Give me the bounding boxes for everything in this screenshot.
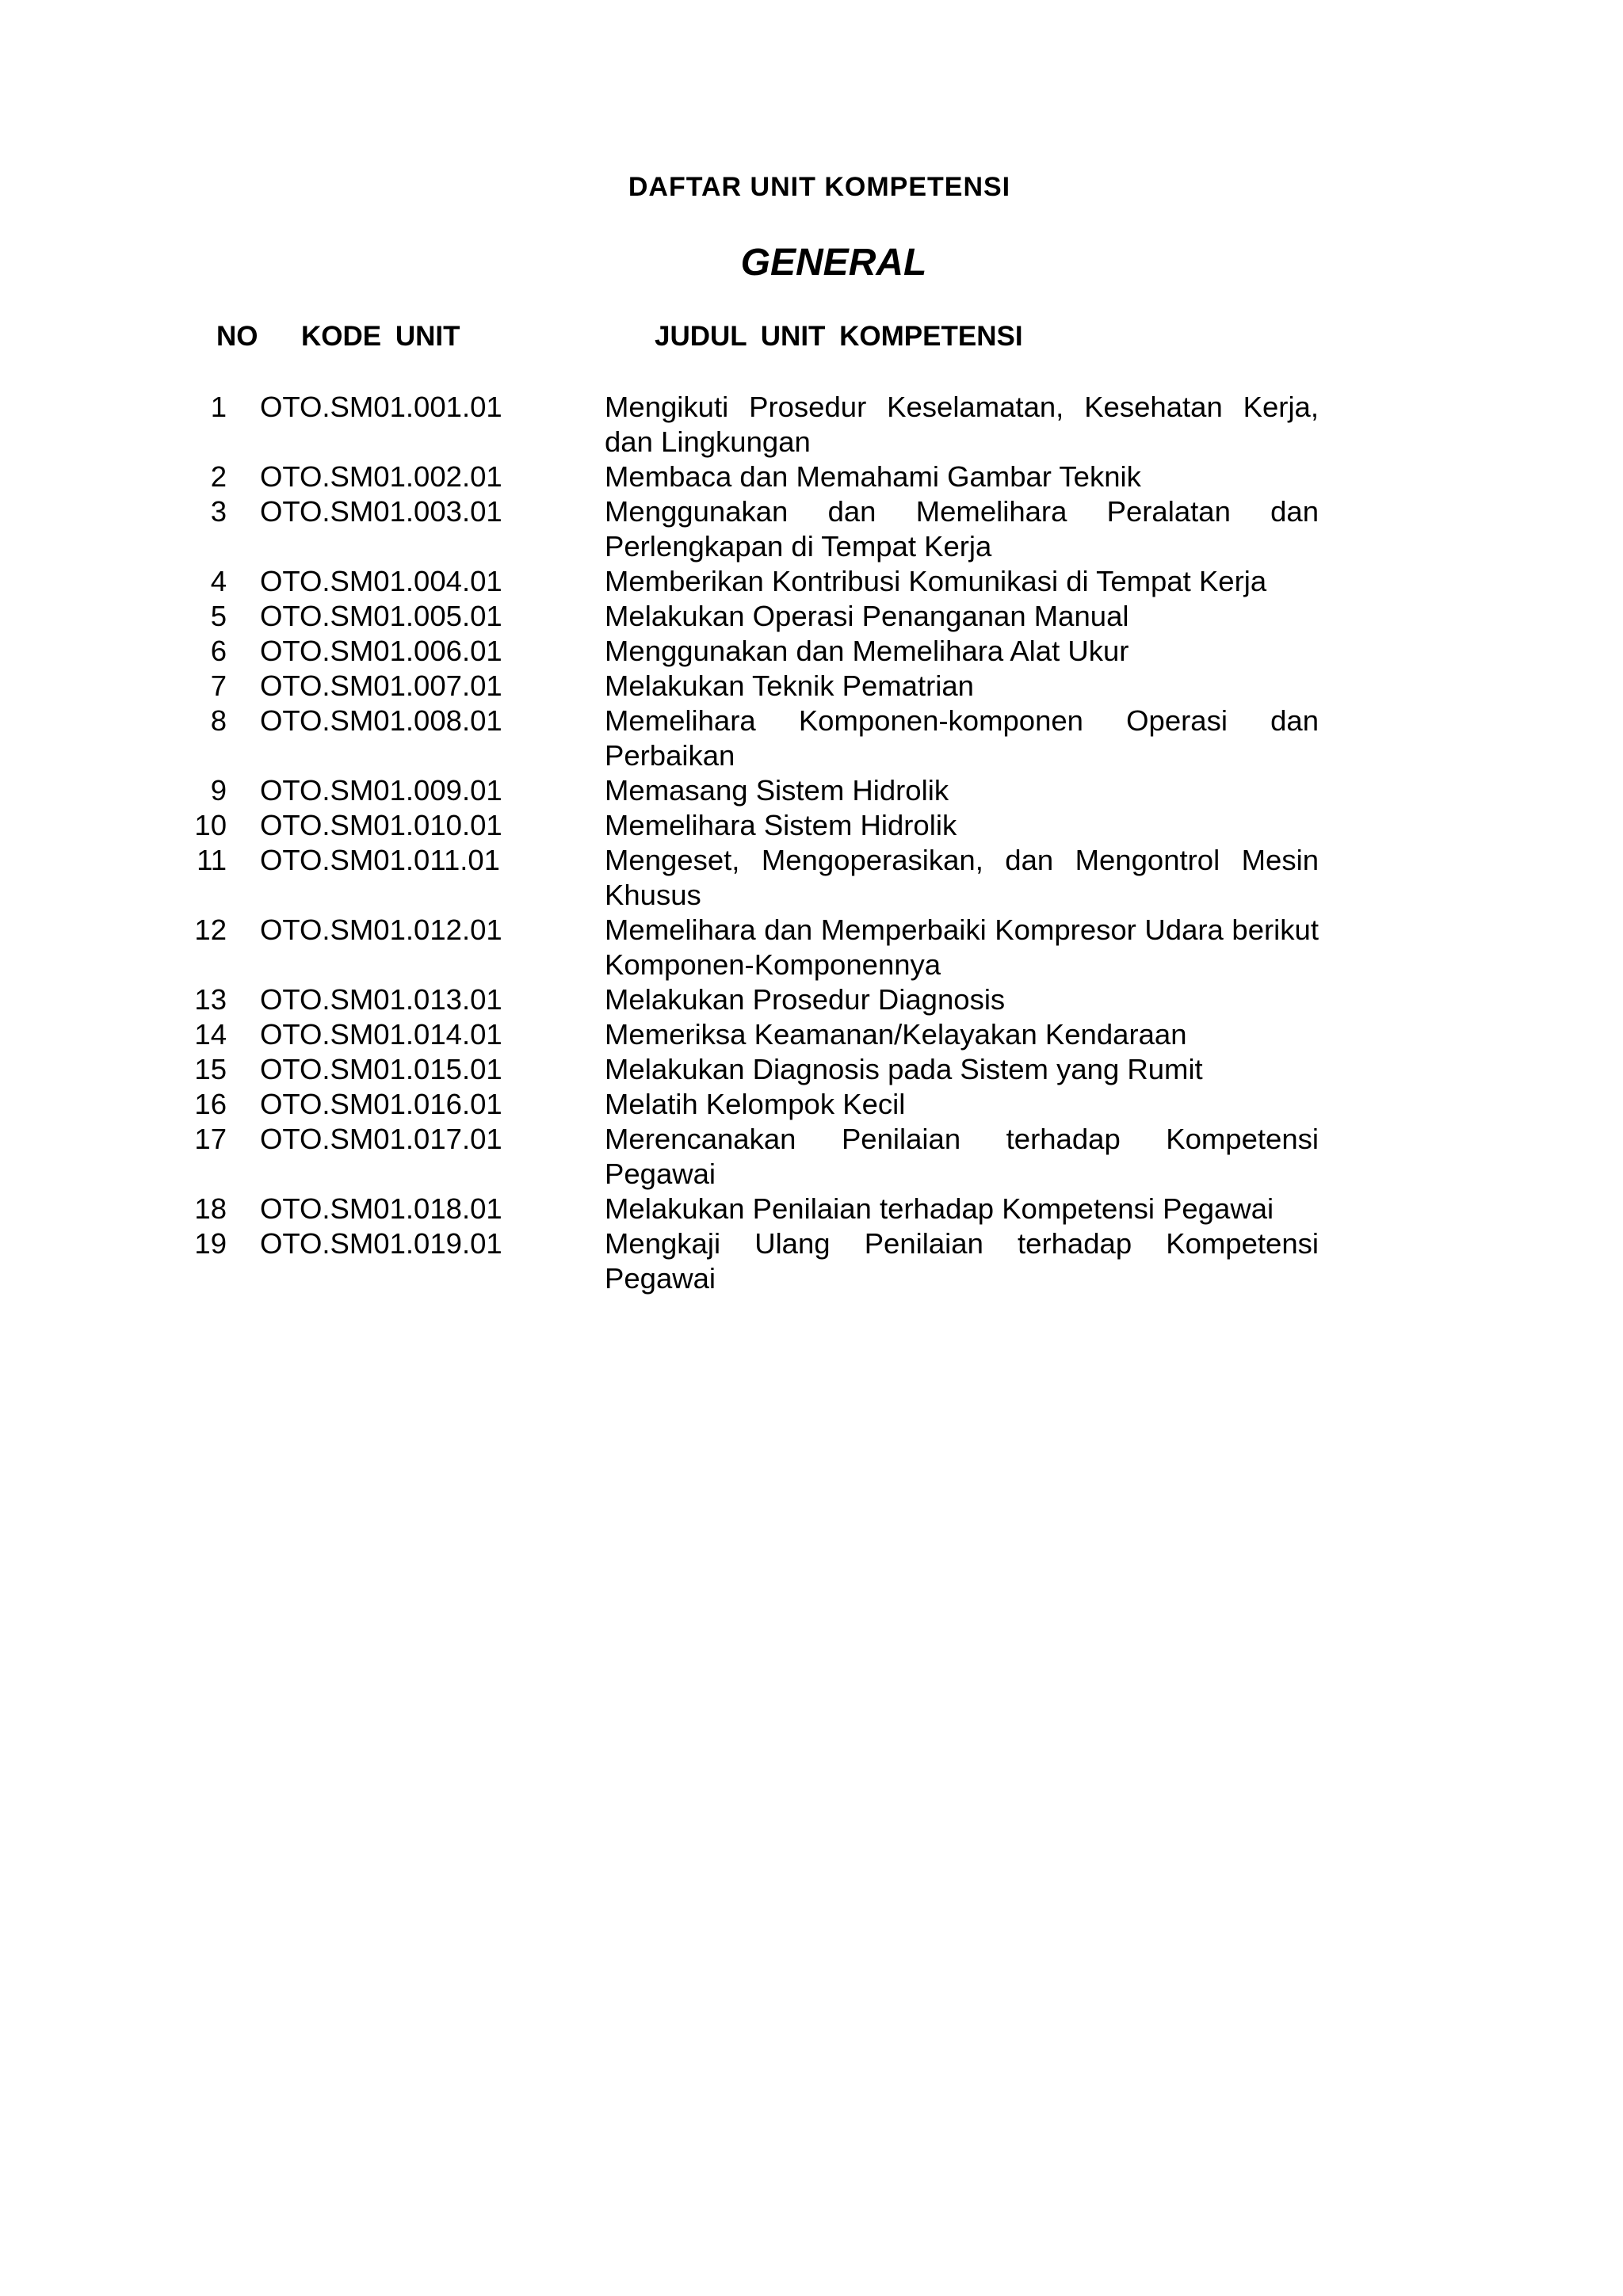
row-number: 10	[194, 809, 227, 841]
table-row	[0, 808, 1623, 843]
table-row	[0, 669, 1623, 704]
unit-code: OTO.SM01.004.01	[260, 565, 502, 597]
table-row	[0, 913, 1623, 982]
row-number: 11	[197, 844, 227, 876]
unit-title: Melakukan Diagnosis pada Sistem yang Rumit	[605, 1053, 1203, 1085]
unit-code: OTO.SM01.015.01	[260, 1053, 502, 1085]
table-row	[0, 982, 1623, 1017]
row-number: 1	[210, 391, 227, 423]
unit-title: Mengikuti Prosedur Keselamatan, Kesehatan Kerja, dan Lingkungan	[605, 391, 1319, 458]
row-number: 17	[194, 1123, 227, 1155]
document-title: DAFTAR UNIT KOMPETENSI	[628, 172, 1011, 202]
column-header-kode-unit: KODE UNIT	[301, 321, 460, 352]
competency-unit-list	[0, 390, 1623, 1296]
unit-title: Merencanakan Penilaian terhadap Kompetensi Pegawai	[605, 1123, 1319, 1190]
row-number: 19	[194, 1227, 227, 1260]
table-row	[0, 773, 1623, 808]
table-row	[0, 460, 1623, 494]
row-number: 9	[210, 774, 227, 807]
unit-title: Memeriksa Keamanan/Kelayakan Kendaraan	[605, 1018, 1187, 1051]
unit-title: Melakukan Prosedur Diagnosis	[605, 983, 1006, 1016]
row-number: 14	[194, 1018, 227, 1051]
table-row	[0, 843, 1623, 913]
unit-title: Mengkaji Ulang Penilaian terhadap Kompetensi Pegawai	[605, 1227, 1319, 1295]
unit-title: Membaca dan Memahami Gambar Teknik	[605, 460, 1141, 493]
unit-code: OTO.SM01.006.01	[260, 635, 502, 667]
unit-code: OTO.SM01.010.01	[260, 809, 502, 841]
unit-title: Memelihara Sistem Hidrolik	[605, 809, 957, 841]
unit-code: OTO.SM01.007.01	[260, 669, 502, 702]
table-row	[0, 634, 1623, 669]
row-number: 12	[194, 913, 227, 946]
unit-code: OTO.SM01.016.01	[260, 1088, 502, 1120]
unit-title: Memelihara dan Memperbaiki Kompresor Udara berikut Komponen-Komponennya	[605, 913, 1319, 981]
row-number: 18	[194, 1192, 227, 1225]
unit-title: Memasang Sistem Hidrolik	[605, 774, 949, 807]
document-subtitle: GENERAL	[740, 242, 927, 284]
table-row	[0, 1122, 1623, 1192]
table-row	[0, 1052, 1623, 1087]
row-number: 2	[210, 460, 227, 493]
row-number: 3	[210, 495, 227, 528]
unit-title: Melakukan Operasi Penanganan Manual	[605, 600, 1129, 632]
unit-title: Melatih Kelompok Kecil	[605, 1088, 906, 1120]
table-row	[0, 1087, 1623, 1122]
table-row	[0, 1192, 1623, 1226]
table-row	[0, 564, 1623, 599]
unit-title: Menggunakan dan Memelihara Peralatan dan Perlengkapan di Tempat Kerja	[605, 495, 1319, 563]
unit-code: OTO.SM01.009.01	[260, 774, 502, 807]
unit-code: OTO.SM01.008.01	[260, 704, 502, 737]
unit-title: Menggunakan dan Memelihara Alat Ukur	[605, 635, 1129, 667]
unit-code: OTO.SM01.018.01	[260, 1192, 502, 1225]
column-header-no: NO	[216, 321, 258, 352]
unit-title: Melakukan Penilaian terhadap Kompetensi Pegawai	[605, 1192, 1274, 1225]
table-row	[0, 390, 1623, 460]
unit-code: OTO.SM01.002.01	[260, 460, 502, 493]
row-number: 7	[210, 669, 227, 702]
unit-title: Melakukan Teknik Pematrian	[605, 669, 974, 702]
unit-code: OTO.SM01.014.01	[260, 1018, 502, 1051]
unit-code: OTO.SM01.001.01	[260, 391, 502, 423]
unit-code: OTO.SM01.011.01	[260, 844, 500, 876]
column-header-judul-unit: JUDUL UNIT KOMPETENSI	[655, 321, 1023, 352]
row-number: 4	[210, 565, 227, 597]
row-number: 8	[210, 704, 227, 737]
table-row	[0, 494, 1623, 564]
unit-title: Memberikan Kontribusi Komunikasi di Tempat Kerja	[605, 565, 1267, 597]
unit-code: OTO.SM01.013.01	[260, 983, 502, 1016]
table-row	[0, 599, 1623, 634]
row-number: 6	[210, 635, 227, 667]
unit-code: OTO.SM01.017.01	[260, 1123, 502, 1155]
row-number: 13	[194, 983, 227, 1016]
row-number: 15	[194, 1053, 227, 1085]
unit-code: OTO.SM01.003.01	[260, 495, 502, 528]
unit-code: OTO.SM01.012.01	[260, 913, 502, 946]
row-number: 16	[194, 1088, 227, 1120]
table-row	[0, 704, 1623, 773]
unit-title: Mengeset, Mengoperasikan, dan Mengontrol Mesin Khusus	[605, 844, 1319, 911]
table-row	[0, 1226, 1623, 1296]
table-row	[0, 1017, 1623, 1052]
unit-code: OTO.SM01.005.01	[260, 600, 502, 632]
unit-code: OTO.SM01.019.01	[260, 1227, 502, 1260]
unit-title: Memelihara Komponen-komponen Operasi dan Perbaikan	[605, 704, 1319, 772]
row-number: 5	[210, 600, 227, 632]
